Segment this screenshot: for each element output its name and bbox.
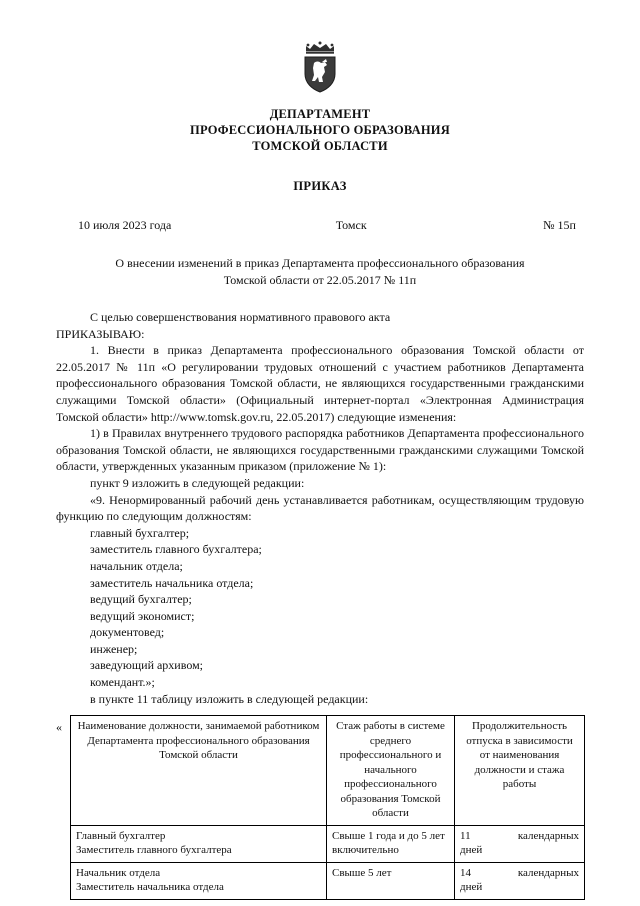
table-cell-position-line: Заместитель начальника отдела bbox=[76, 881, 224, 894]
table-cell-duration bbox=[455, 862, 585, 899]
table-cell-experience: Свыше 1 года и до 5 лет включительно bbox=[327, 825, 455, 862]
point-11-intro: в пункте 11 таблицу изложить в следующей редакции: bbox=[90, 691, 369, 706]
duration-subword: дней bbox=[460, 844, 483, 857]
position-item: начальник отдела; bbox=[90, 558, 183, 573]
position-item: заместитель начальника отдела; bbox=[90, 575, 254, 590]
position-item: комендант.»; bbox=[90, 675, 155, 690]
subject-line-1: О внесении изменений в приказ Департамента профессионального образования bbox=[115, 256, 525, 270]
item-1-paragraph: 1. Внести в приказ Департамента профессионального образования Томской области от 22.05.2017 № 11п «О регулировании трудовых отношений с участием работников Департамента профессионального образования Томской области, не являющихся государственными гражданскими служащими Томской области» (Официальный интернет-портал «Электронная Администрация Томской области» http://www.tomsk.gov.ru, 22.05.2017) следующие изменения: bbox=[56, 343, 584, 424]
subject-line-2: Томской области от 22.05.2017 № 11п bbox=[223, 273, 417, 287]
org-title-line-3: ТОМСКОЙ ОБЛАСТИ bbox=[252, 139, 388, 153]
table-cell-position-line: Заместитель главного бухгалтера bbox=[76, 844, 232, 857]
document-date: 10 июля 2023 года bbox=[78, 218, 172, 232]
position-item: инженер; bbox=[90, 641, 138, 656]
document-meta-row bbox=[56, 218, 584, 233]
table-header-experience: Стаж работы в системе среднего профессионального и начального профессионального образования Томской области bbox=[327, 716, 455, 826]
document-subject bbox=[56, 255, 584, 289]
duration-number: 14 bbox=[460, 866, 471, 879]
org-title-line-2: ПРОФЕССИОНАЛЬНОГО ОБРАЗОВАНИЯ bbox=[190, 123, 450, 137]
table-header-duration: Продолжительность отпуска в зависимости от наименования должности и стажа работы bbox=[455, 716, 585, 826]
tomsk-coat-of-arms-icon bbox=[292, 38, 348, 96]
organisation-title bbox=[56, 106, 584, 154]
document-city: Томск bbox=[335, 218, 367, 232]
table-row bbox=[71, 825, 585, 862]
table-cell-position-line: Главный бухгалтер bbox=[76, 829, 166, 842]
opening-quote-mark: « bbox=[56, 720, 62, 735]
table-header-row bbox=[71, 716, 585, 826]
position-item: заведующий архивом; bbox=[90, 658, 204, 673]
table-cell-positions bbox=[71, 862, 327, 899]
duration-subword: дней bbox=[460, 881, 483, 894]
purpose-paragraph: С целью совершенствования нормативного правового акта bbox=[90, 310, 391, 324]
duration-word: календарных bbox=[517, 866, 579, 879]
table-header-position: Наименование должности, занимаемой работником Департамента профессионального образования Томской области bbox=[71, 716, 327, 826]
position-item: документовед; bbox=[90, 625, 165, 640]
coat-of-arms-container bbox=[56, 38, 584, 96]
position-item: ведущий экономист; bbox=[90, 608, 195, 623]
document-body bbox=[56, 309, 584, 707]
item-1-1-paragraph: 1) в Правилах внутреннего трудового распорядка работников Департамента профессионального образования Томской области, не являющихся государственными гражданскими служащими Томской области, утвержденных указанным приказом (приложение № 1): bbox=[56, 426, 584, 474]
vacation-table-block bbox=[56, 715, 584, 900]
org-title-line-1: ДЕПАРТАМЕНТ bbox=[269, 107, 371, 121]
point-9-text: «9. Ненормированный рабочий день устанавливается работникам, осуществляющим трудовую функцию по следующим должностям: bbox=[56, 492, 584, 524]
vacation-duration-table bbox=[70, 715, 585, 900]
document-type: ПРИКАЗ bbox=[293, 179, 347, 193]
table-cell-positions bbox=[71, 825, 327, 862]
document-number: № 15п bbox=[543, 218, 576, 232]
order-keyword: ПРИКАЗЫВАЮ: bbox=[56, 326, 145, 341]
position-item: главный бухгалтер; bbox=[90, 525, 190, 540]
table-cell-duration bbox=[455, 825, 585, 862]
duration-number: 11 bbox=[460, 829, 471, 842]
point-9-intro: пункт 9 изложить в следующей редакции: bbox=[90, 475, 305, 490]
position-item: заместитель главного бухгалтера; bbox=[90, 542, 262, 557]
duration-word: календарных bbox=[517, 829, 579, 842]
table-cell-position-line: Начальник отдела bbox=[76, 866, 161, 879]
position-item: ведущий бухгалтер; bbox=[90, 592, 192, 607]
table-cell-experience: Свыше 5 лет bbox=[327, 862, 455, 899]
table-row bbox=[71, 862, 585, 899]
